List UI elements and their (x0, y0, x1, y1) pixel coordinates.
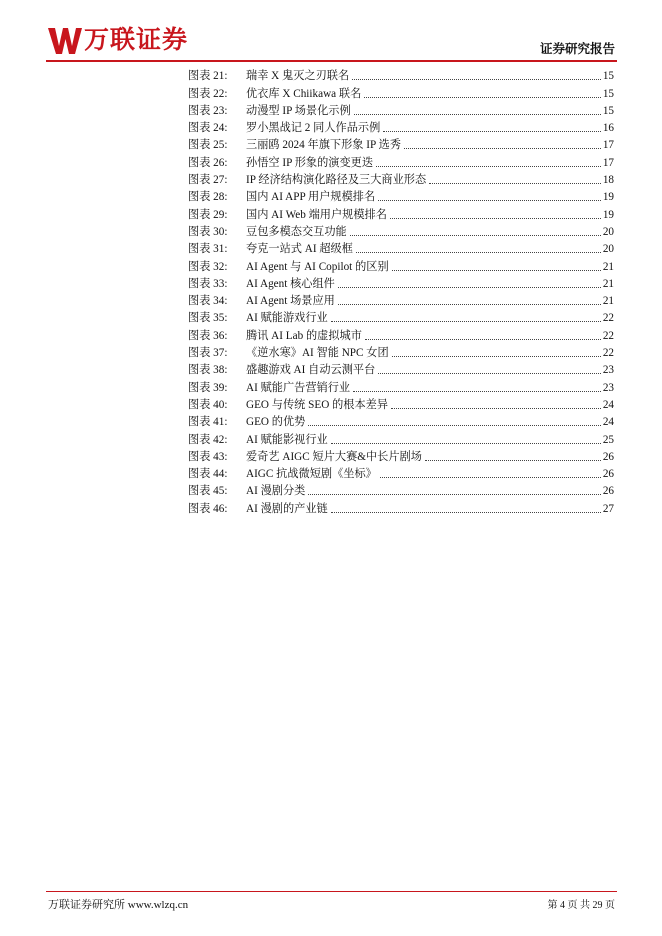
toc-page-number: 19 (602, 208, 614, 221)
toc-figure-title: 豆包多模态交互功能 (246, 225, 347, 238)
toc-page-number: 22 (602, 347, 614, 360)
toc-figure-label: 图表 42: (188, 433, 228, 446)
toc-figure-label: 图表 38: (188, 364, 228, 377)
toc-leader-dots (380, 477, 601, 478)
toc-entry[interactable] (188, 172, 614, 189)
toc-page-number: 20 (602, 243, 614, 256)
toc-entry[interactable] (188, 379, 614, 396)
toc-figure-title: 动漫型 IP 场景化示例 (246, 104, 351, 117)
toc-figure-label: 图表 31: (188, 243, 228, 256)
toc-figure-title: GEO 与传统 SEO 的根本差异 (246, 398, 389, 411)
toc-page-number: 24 (602, 398, 614, 411)
toc-figure-title: AI Agent 与 AI Copilot 的区别 (246, 260, 389, 273)
toc-figure-title: 国内 AI Web 端用户规模排名 (246, 208, 387, 221)
toc-leader-dots (331, 321, 601, 322)
toc-figure-label: 图表 45: (188, 485, 228, 498)
toc-page-number: 25 (602, 433, 614, 446)
toc-figure-label: 图表 34: (188, 295, 228, 308)
toc-figure-title: 孙悟空 IP 形象的演变更迭 (246, 156, 374, 169)
toc-figure-label: 图表 22: (188, 87, 228, 100)
toc-figure-label: 图表 40: (188, 398, 228, 411)
toc-figure-title: AI Agent 核心组件 (246, 277, 335, 290)
toc-figure-title: GEO 的优势 (246, 416, 306, 429)
toc-page-number: 21 (602, 260, 614, 273)
toc-figure-title: 盛趣游戏 AI 自动云测平台 (246, 364, 376, 377)
toc-figure-label: 图表 24: (188, 122, 228, 135)
toc-page-number: 21 (602, 277, 614, 290)
toc-figure-title: AI 漫剧的产业链 (246, 502, 328, 515)
toc-figure-title: AI 漫剧分类 (246, 485, 306, 498)
toc-figure-title: AIGC 抗战微短剧《坐标》 (246, 468, 377, 481)
toc-figure-title: 优衣库 X Chiikawa 联名 (246, 87, 362, 100)
toc-entry[interactable] (188, 206, 614, 223)
toc-page-number: 15 (602, 87, 614, 100)
toc-leader-dots (331, 443, 601, 444)
toc-figure-label: 图表 41: (188, 416, 228, 429)
toc-figure-title: 夸克一站式 AI 超级框 (246, 243, 353, 256)
toc-page-number: 23 (602, 364, 614, 377)
report-type-label: 证券研究报告 (539, 41, 615, 56)
header-divider (46, 60, 617, 62)
toc-entry[interactable] (188, 258, 614, 275)
toc-page-number: 26 (602, 485, 614, 498)
toc-leader-dots (365, 339, 601, 340)
toc-page-number: 26 (602, 468, 614, 481)
toc-figure-label: 图表 30: (188, 225, 228, 238)
toc-figure-title: 爱奇艺 AIGC 短片大赛&中长片剧场 (246, 450, 422, 463)
figure-index-list (188, 68, 614, 518)
toc-entry[interactable] (188, 120, 614, 137)
toc-leader-dots (376, 166, 601, 167)
toc-leader-dots (308, 494, 600, 495)
toc-leader-dots (352, 79, 601, 80)
brand-logo (48, 22, 188, 58)
toc-page-number: 15 (602, 104, 614, 117)
toc-entry[interactable] (188, 310, 614, 327)
toc-leader-dots (391, 408, 601, 409)
toc-leader-dots (383, 131, 601, 132)
toc-figure-title: 《逆水寒》AI 智能 NPC 女团 (246, 347, 389, 360)
toc-figure-title: 罗小黑战记 2 同人作品示例 (246, 122, 381, 135)
toc-leader-dots (350, 235, 601, 236)
toc-figure-label: 图表 21: (188, 70, 228, 83)
toc-leader-dots (338, 287, 601, 288)
toc-figure-title: 三丽鸥 2024 年旗下形象 IP 选秀 (246, 139, 401, 152)
toc-leader-dots (378, 200, 601, 201)
toc-entry[interactable] (188, 293, 614, 310)
toc-page-number: 20 (602, 225, 614, 238)
toc-page-number: 21 (602, 295, 614, 308)
toc-figure-label: 图表 27: (188, 174, 228, 187)
toc-figure-label: 图表 25: (188, 139, 228, 152)
toc-leader-dots (429, 183, 601, 184)
toc-page-number: 18 (602, 174, 614, 187)
toc-leader-dots (378, 373, 601, 374)
toc-entry[interactable] (188, 103, 614, 120)
toc-entry[interactable] (188, 241, 614, 258)
toc-leader-dots (392, 270, 601, 271)
page-number: 第 4 页 共 29 页 (547, 900, 615, 911)
toc-page-number: 17 (602, 156, 614, 169)
toc-entry[interactable] (188, 449, 614, 466)
toc-leader-dots (404, 148, 601, 149)
toc-figure-title: AI 赋能影视行业 (246, 433, 328, 446)
toc-figure-title: 国内 AI APP 用户规模排名 (246, 191, 376, 204)
toc-entry[interactable] (188, 224, 614, 241)
toc-figure-title: 瑞幸 X 鬼灭之刃联名 (246, 70, 350, 83)
toc-entry[interactable] (188, 397, 614, 414)
toc-entry[interactable] (188, 85, 614, 102)
toc-page-number: 22 (602, 312, 614, 325)
toc-leader-dots (308, 425, 600, 426)
toc-page-number: 19 (602, 191, 614, 204)
toc-figure-label: 图表 32: (188, 260, 228, 273)
toc-figure-label: 图表 39: (188, 381, 228, 394)
toc-leader-dots (392, 356, 601, 357)
toc-page-number: 17 (602, 139, 614, 152)
toc-entry[interactable] (188, 327, 614, 344)
toc-entry[interactable] (188, 431, 614, 448)
toc-entry[interactable] (188, 362, 614, 379)
toc-entry[interactable] (188, 414, 614, 431)
toc-figure-label: 图表 28: (188, 191, 228, 204)
toc-leader-dots (338, 304, 601, 305)
toc-entry[interactable] (188, 466, 614, 483)
toc-figure-title: AI Agent 场景应用 (246, 295, 335, 308)
footer-source: 万联证券研究所 www.wlzq.cn (48, 899, 189, 911)
toc-page-number: 27 (602, 502, 614, 515)
toc-figure-label: 图表 46: (188, 502, 228, 515)
toc-figure-label: 图表 23: (188, 104, 228, 117)
toc-page-number: 22 (602, 329, 614, 342)
toc-entry[interactable] (188, 483, 614, 500)
toc-leader-dots (331, 512, 601, 513)
toc-leader-dots (356, 252, 601, 253)
toc-entry[interactable] (188, 137, 614, 154)
footer-divider (46, 891, 617, 892)
toc-leader-dots (354, 114, 601, 115)
toc-figure-label: 图表 37: (188, 347, 228, 360)
toc-leader-dots (425, 460, 601, 461)
toc-figure-label: 图表 33: (188, 277, 228, 290)
w-logo-icon (48, 22, 82, 58)
toc-figure-title: IP 经济结构演化路径及三大商业形态 (246, 174, 427, 187)
toc-page-number: 24 (602, 416, 614, 429)
toc-page-number: 26 (602, 450, 614, 463)
toc-figure-title: AI 赋能广告营销行业 (246, 381, 351, 394)
toc-entry[interactable] (188, 68, 614, 85)
toc-figure-label: 图表 29: (188, 208, 228, 221)
toc-figure-title: AI 赋能游戏行业 (246, 312, 328, 325)
toc-figure-label: 图表 35: (188, 312, 228, 325)
toc-page-number: 16 (602, 122, 614, 135)
toc-entry[interactable] (188, 276, 614, 293)
toc-entry[interactable] (188, 189, 614, 206)
toc-figure-title: 腾讯 AI Lab 的虚拟城市 (246, 329, 362, 342)
toc-figure-label: 图表 44: (188, 468, 228, 481)
toc-leader-dots (364, 97, 601, 98)
toc-entry[interactable] (188, 500, 614, 517)
brand-name: 万联证券 (84, 25, 189, 54)
toc-figure-label: 图表 26: (188, 156, 228, 169)
toc-page-number: 15 (602, 70, 614, 83)
toc-leader-dots (390, 218, 601, 219)
page-header (0, 0, 662, 70)
toc-figure-label: 图表 36: (188, 329, 228, 342)
toc-entry[interactable] (188, 154, 614, 171)
toc-leader-dots (353, 391, 601, 392)
toc-page-number: 23 (602, 381, 614, 394)
toc-figure-label: 图表 43: (188, 450, 228, 463)
toc-entry[interactable] (188, 345, 614, 362)
